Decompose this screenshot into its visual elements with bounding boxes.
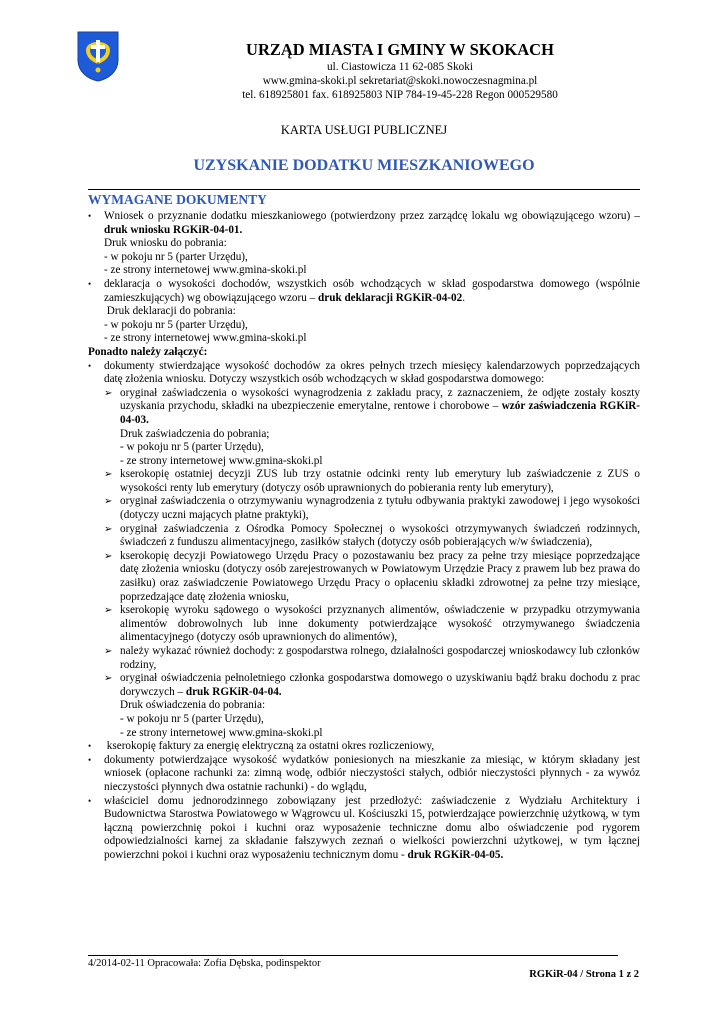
sub-list-item xyxy=(88,468,640,495)
item-text: dokumenty potwierdzające wysokość wydatków poniesionych na mieszkanie za miesiąc, w którym składany jest wniosek (opłacone rachunki za: zimną wodę, odbiór nieczystości stałych, odbiór nieczystości płynnych - za wywóz nieczystości płynnych dwa ostatnie rachunki) - do wglądu, xyxy=(104,753,640,793)
sub-list-item xyxy=(88,604,640,645)
item-text: oryginał zaświadczenia z Ośrodka Pomocy Społecznej o wysokości otrzymywanych świadczeń rodzinnych, świadczeń z funduszu alimentacyjnego, zasiłków stałych (dotyczy osób pobierających w/w świadczenia), xyxy=(120,522,640,549)
bullet-icon: • xyxy=(88,795,92,806)
arrow-bullet-icon: ➢ xyxy=(104,469,113,481)
download-label: Druk deklaracji do pobrania: xyxy=(104,305,236,318)
sub-list-item xyxy=(88,645,640,672)
bullet-icon: • xyxy=(88,278,92,289)
download-site: - ze strony internetowej www.gmina-skoki.pl xyxy=(104,332,307,345)
sub-list-item xyxy=(88,672,640,699)
list-item xyxy=(88,210,640,237)
item-text: oryginał zaświadczenia o otrzymywaniu wynagrodzenia z tytułu odbywania praktyki zawodowej i jego wysokości (dotyczy uczni mających płatne praktyki), xyxy=(120,495,640,522)
page-title: UZYSKANIE DODATKU MIESZKANIOWEGO xyxy=(193,157,535,174)
download-label: Druk wniosku do pobrania: xyxy=(104,237,227,250)
item-text: oryginał oświadczenia pełnoletniego członka gospodarstwa domowego o uzyskiwaniu bądź braku dochodu z prac dorywczych – xyxy=(120,672,640,698)
item-text: oryginał zaświadczenia o wysokości wynagrodzenia z zakładu pracy, z zaznaczeniem, że odjęte zostały koszty uzyskania przychodu, składki na ubezpieczenie emerytalne, rentowe i chorobowe – xyxy=(120,386,640,413)
item-bold: wzór zaświadczenia RGKiR-04-03. xyxy=(120,400,640,426)
arrow-bullet-icon: ➢ xyxy=(104,550,113,562)
org-address: ul. Ciastowicza 11 62-085 Skoki xyxy=(327,61,473,73)
item-text: dokumenty stwierdzające wysokość dochodów za okres pełnych trzech miesięcy kalendarzowych poprzedzających datę złożenia wniosku. Dotyczy wszystkich osób wchodzących w skład gospodarstwa domowego: xyxy=(104,359,640,386)
sub-list-item xyxy=(88,387,640,428)
coat-of-arms-icon xyxy=(76,30,120,82)
download-site: - ze strony internetowej www.gmina-skoki.pl xyxy=(120,454,323,467)
item-text: kserokopię ostatniej decyzji ZUS lub trzy ostatnie odcinki renty lub emerytury lub zaświadczenie z ZUS o wysokości renty lub emerytury (dotyczy osób uprawnionych do pobierania renty lub emerytury), xyxy=(120,468,640,494)
bullet-icon: • xyxy=(88,211,92,221)
item-text: należy wykazać również dochody: z gospodarstwa rolnego, działalności gospodarczej wnioskodawcy lub członków rodziny, xyxy=(120,645,640,671)
item-bold: druk RGKiR-04-04. xyxy=(185,685,282,698)
item-text: kserokopię decyzji Powiatowego Urzędu Pracy o pozostawaniu bez pracy za pełne trzy miesiące poprzedzające datę złożenia wniosku (dotyczy osób zarejestrowanych w Powiatowym Urzędzie Pracy z prawem lub bez prawa do zasiłku) oraz zaświadczenie Powiatowego Urzędu Pracy o opłaceniu składki zdrowotnej za pełne trzy miesiące, poprzedzające datę złożenia wniosku, xyxy=(120,549,640,603)
download-room: - w pokoju nr 5 (parter Urzędu), xyxy=(104,250,248,263)
org-web-email: www.gmina-skoki.pl sekretariat@skoki.nowoczesnagmina.pl xyxy=(262,75,538,87)
also-attach-heading: Ponadto należy załączyć: xyxy=(88,345,208,358)
sub-list-item xyxy=(88,523,640,550)
download-room: - w pokoju nr 5 (parter Urzędu), xyxy=(120,712,264,725)
item-bold: druk deklaracji RGKiR-04-02 xyxy=(318,291,463,304)
list-item xyxy=(88,740,640,754)
item-text: deklaracja o wysokości dochodów, wszystkich osób wchodzących w skład gospodarstwa domowego (wspólnie zamieszkujących) wg obowiązującego wzoru – xyxy=(104,277,640,304)
list-item xyxy=(88,795,640,863)
bullet-icon: • xyxy=(88,754,92,765)
card-label: KARTA USŁUGI PUBLICZNEJ xyxy=(280,123,448,137)
arrow-bullet-icon: ➢ xyxy=(104,523,113,535)
item-text: właściciel domu jednorodzinnego zobowiązany jest przedłożyć: zaświadczenie z Wydziału Architektury i Budownictwa Starostwa Powiatowego w Wągrowcu ul. Kościuszki 15, potwierdzające powierzchnię użytkową, w tym łączną powierzchnię pokoi i kuchni oraz wyposażenie techniczne domu albo oświadczenie pod rygorem odpowiedzialności karnej za składanie fałszywych zeznań o wielkości powierzchni użytkowej, w tym łącznej powierzchni pokoi i kuchni oraz wyposażeniu technicznym domu - xyxy=(104,794,640,861)
footer-divider xyxy=(88,955,618,956)
arrow-bullet-icon: ➢ xyxy=(104,496,113,508)
bullet-icon: • xyxy=(88,360,92,371)
list-item xyxy=(88,278,640,305)
item-text: kserokopię wyroku sądowego o wysokości przyznanych alimentów, oświadczenie w przypadku otrzymywania alimentów dobrowolnych lub inne dokumenty potwierdzające wysokość otrzymywanego świadczenia alimentacyjnego (dotyczy osób uprawnionych do alimentów), xyxy=(120,604,640,644)
sub-list-item xyxy=(88,495,640,522)
org-name: URZĄD MIASTA I GMINY W SKOKACH xyxy=(246,40,554,59)
list-item xyxy=(88,360,640,387)
item-text: Wniosek o przyznanie dodatku mieszkaniowego (potwierdzony przez zarządcę lokalu wg obowiązującego wzoru) – xyxy=(104,210,640,222)
download-room: - w pokoju nr 5 (parter Urzędu), xyxy=(104,318,248,331)
item-end: . xyxy=(462,291,466,304)
sub-list-item xyxy=(88,550,640,604)
download-label: Druk zaświadczenia do pobrania; xyxy=(120,427,270,440)
list-item xyxy=(88,754,640,795)
footer-author: 4/2014-02-11 Opracowała: Zofia Dębska, podinspektor xyxy=(88,958,321,969)
footer-page-number: RGKiR-04 / Strona 1 z 2 xyxy=(529,969,639,980)
download-site: - ze strony internetowej www.gmina-skoki.pl xyxy=(104,264,307,277)
bullet-icon: • xyxy=(88,741,92,752)
item-text: kserokopię faktury za energię elektryczną za ostatni okres rozliczeniowy, xyxy=(104,740,435,753)
arrow-bullet-icon: ➢ xyxy=(104,646,113,657)
org-phone-line: tel. 618925801 fax. 618925803 NIP 784-19-45-228 Regon 000529580 xyxy=(242,89,558,101)
section-title: WYMAGANE DOKUMENTY xyxy=(88,192,267,207)
arrow-bullet-icon: ➢ xyxy=(104,673,113,685)
item-bold: druk RGKiR-04-05. xyxy=(407,848,504,861)
document-body xyxy=(88,210,640,863)
title-divider xyxy=(88,189,640,190)
arrow-bullet-icon: ➢ xyxy=(104,387,113,399)
download-label: Druk oświadczenia do pobrania: xyxy=(120,699,266,712)
item-bold: druk wniosku RGKiR-04-01. xyxy=(104,223,243,236)
download-room: - w pokoju nr 5 (parter Urzędu), xyxy=(120,441,264,454)
download-site: - ze strony internetowej www.gmina-skoki.pl xyxy=(120,726,323,739)
arrow-bullet-icon: ➢ xyxy=(104,605,113,617)
